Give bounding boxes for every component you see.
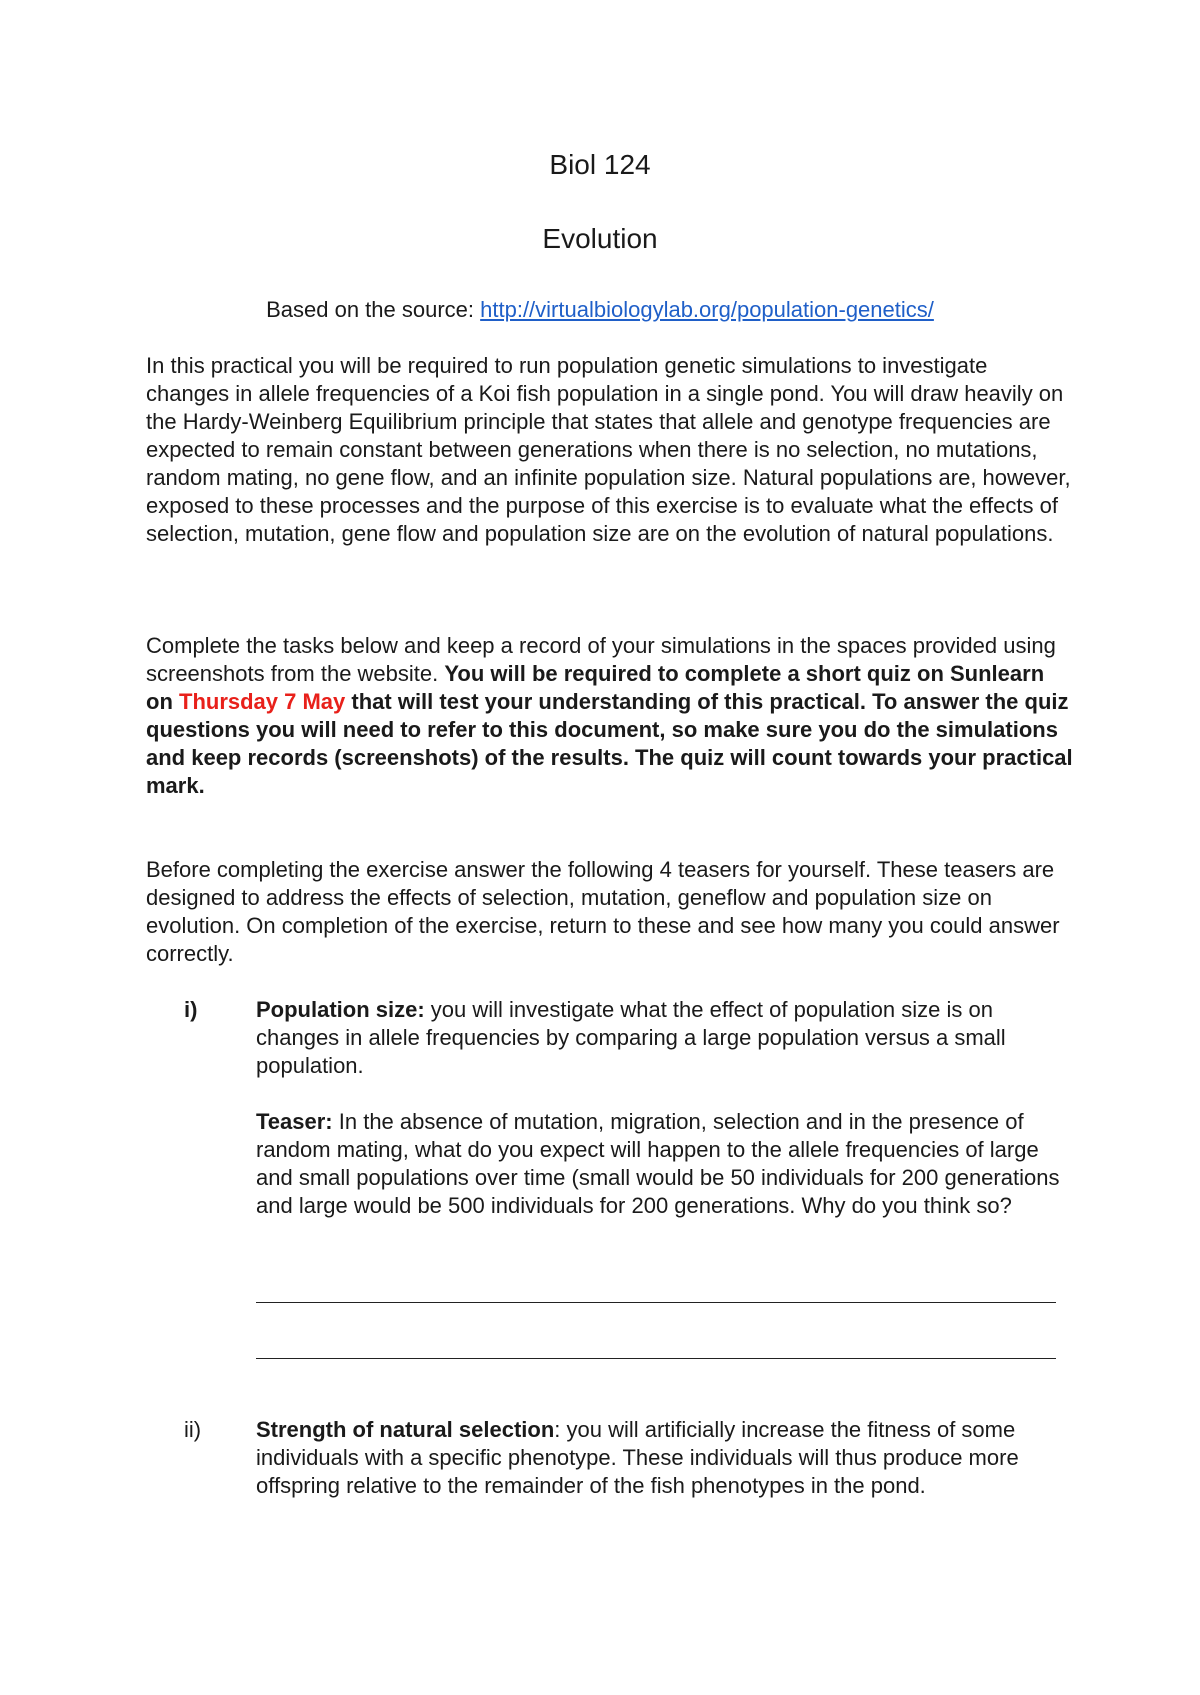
answer-line[interactable]	[256, 1358, 1056, 1359]
tasks-bold-2: that will test your understanding of this practical. To answer the quiz questions you will need to refer to this document, so make sure you do the simulations and keep records (screenshots) of the results. The quiz will count towards your practical mark.	[146, 689, 1073, 798]
topic-title: Evolution	[542, 223, 658, 254]
teaser-text: In the absence of mutation, migration, selection and in the presence of random mating, what do you expect will happen to the allele frequencies of large and small populations over time (small would be 50 individuals for 200 generations and large would be 500 individuals for 200 generations. Why do you think so?	[256, 1109, 1060, 1218]
quiz-date: Thursday 7 May	[179, 689, 346, 714]
source-line	[0, 296, 1200, 324]
item-body	[256, 1416, 1071, 1500]
item-marker: i)	[184, 997, 198, 1022]
item-text: you will investigate what the effect of population size is on changes in allele frequencies by comparing a large population versus a small population.	[256, 997, 1006, 1078]
item-marker: ii)	[184, 1417, 202, 1442]
item-body	[256, 996, 1071, 1080]
teasers-intro-paragraph: Before completing the exercise answer the following 4 teasers for yourself. These teasers are designed to address the effects of selection, mutation, geneflow and population size on evolution. On completion of the exercise, return to these and see how many you could answer correctly.	[146, 857, 1060, 966]
tasks-lead: Complete the tasks below and keep a record of your simulations in the spaces provided using screenshots from the website.	[146, 633, 1056, 686]
course-title: Biol 124	[549, 149, 651, 180]
item-heading: Population size:	[256, 997, 425, 1022]
intro-paragraph: In this practical you will be required to run population genetic simulations to investigate changes in allele frequencies of a Koi fish population in a single pond. You will draw heavily on the Hardy-Weinberg Equilibrium principle that states that allele and genotype frequencies are expected to remain constant between generations when there is no selection, no mutations, random mating, no gene flow, and an infinite population size. Natural populations are, however, exposed to these processes and the purpose of this exercise is to evaluate what the effects of selection, mutation, gene flow and population size are on the evolution of natural populations.	[146, 353, 1071, 546]
item-text: : you will artificially increase the fitness of some individuals with a specific phenotype. These individuals will thus produce more offspring relative to the remainder of the fish phenotypes in the pond.	[256, 1417, 1019, 1498]
teaser-label: Teaser:	[256, 1109, 333, 1134]
tasks-paragraph	[146, 632, 1076, 800]
source-link[interactable]: http://virtualbiologylab.org/population-genetics/	[480, 297, 934, 322]
source-prefix: Based on the source:	[266, 297, 481, 322]
item-heading: Strength of natural selection	[256, 1417, 555, 1442]
answer-line[interactable]	[256, 1302, 1056, 1303]
tasks-bold-1: You will be required to complete a short quiz on Sunlearn on	[146, 661, 1045, 714]
teaser-population-size	[256, 1108, 1071, 1220]
